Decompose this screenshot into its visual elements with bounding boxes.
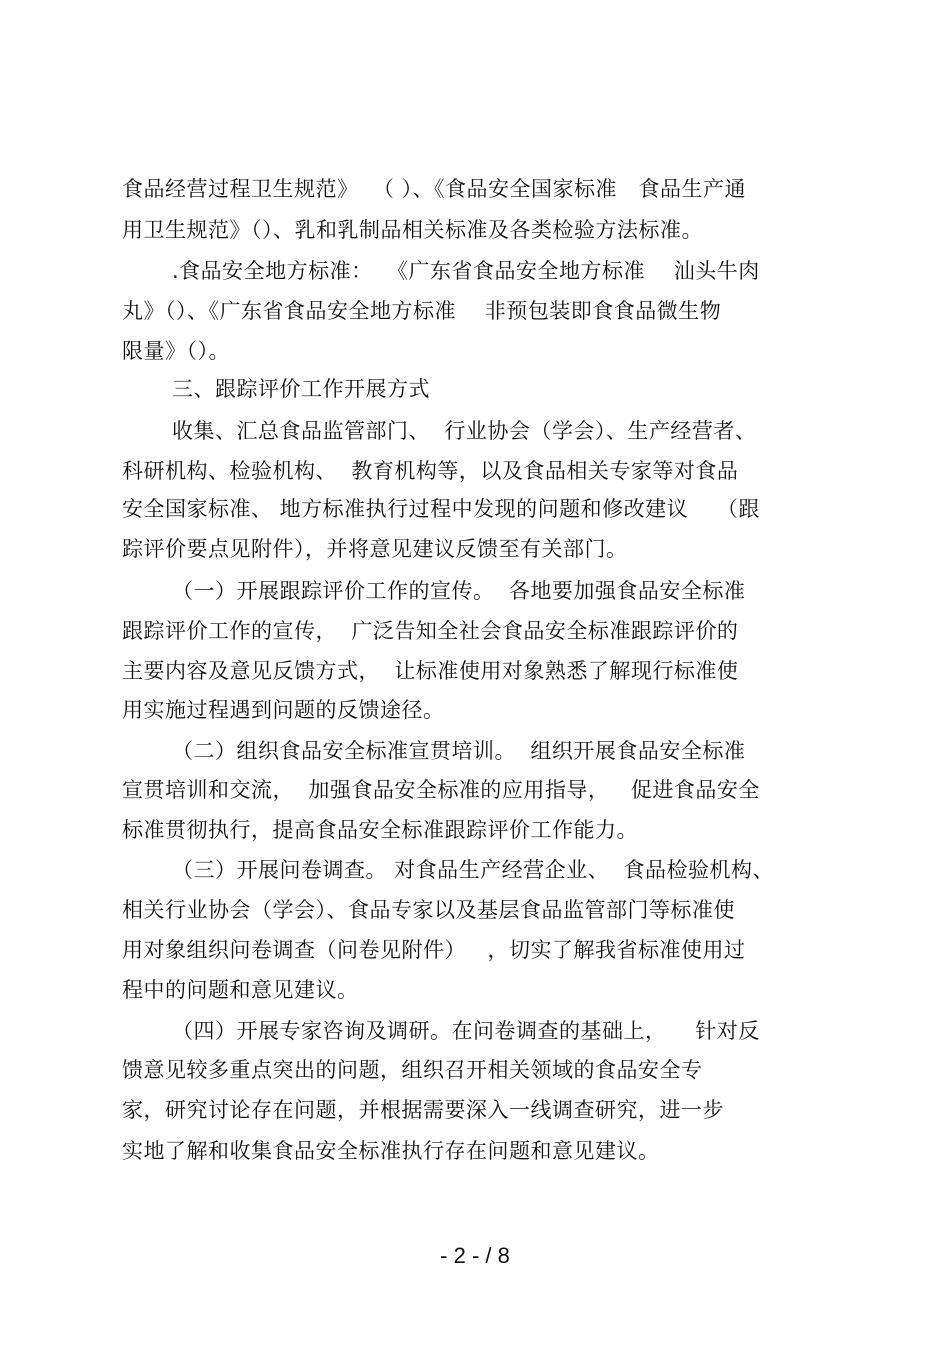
text-line: 馈意见较多重点突出的问题，组织召开相关领域的食品安全专: [122, 1058, 703, 1082]
text-line: 用对象组织问卷调查（问卷见附件） ，切实了解我省标准使用过: [122, 938, 746, 962]
text-line: 踪评价要点见附件），并将意见建议反馈至有关部门。: [122, 537, 628, 561]
text-line: 跟踪评价工作的宣传， 广泛告知全社会食品安全标准跟踪评价的: [122, 619, 739, 643]
text-line: 相关行业协会（学会）、食品专家以及基层食品监管部门等标准使: [122, 898, 735, 922]
text-line: 安全国家标准、 地方标准执行过程中发现的问题和修改建议 （跟: [122, 497, 760, 521]
text-line: （二）组织食品安全标准宣贯培训。 组织开展食品安全标准: [172, 739, 746, 763]
text-line: 用实施过程遇到问题的反馈途径。: [122, 698, 445, 722]
text-line: 家，研究讨论存在问题，并根据需要深入一线调查研究，进一步: [122, 1098, 724, 1122]
text-line: 实地了解和收集食品安全标准执行存在问题和意见建议。: [122, 1139, 660, 1163]
text-line: （四）开展专家咨询及调研。在问卷调查的基础上， 针对反: [172, 1019, 760, 1043]
text-line: 收集、汇总食品监管部门、 行业协会（学会）、生产经营者、: [172, 419, 757, 443]
page-number: - 2 - / 8: [440, 1243, 510, 1268]
text-line: （一）开展跟踪评价工作的宣传。 各地要加强食品安全标准: [172, 579, 746, 603]
text-line: 食品经营过程卫生规范》 （ ）、《食品安全国家标准 食品生产通: [122, 177, 747, 201]
text-line: 用卫生规范》（）、乳和乳制品相关标准及各类检验方法标准。: [122, 218, 703, 242]
text-line: 程中的问题和意见建议。: [122, 978, 359, 1002]
text-line: .食品安全地方标准： 《广东省食品安全地方标准 汕头牛肉: [172, 259, 760, 283]
text-line: 标准贯彻执行，提高食品安全标准跟踪评价工作能力。: [122, 818, 638, 842]
text-line: 宣贯培训和交流， 加强食品安全标准的应用指导， 促进食品安全: [122, 778, 760, 802]
section-heading: 三、跟踪评价工作开展方式: [172, 377, 430, 401]
text-line: 丸》（）、《广东省食品安全地方标准 非预包装即食食品微生物: [122, 299, 722, 323]
text-line: 限量》（）。: [122, 339, 230, 363]
text-line: 主要内容及意见反馈方式， 让标准使用对象熟悉了解现行标准使: [122, 659, 739, 683]
text-line: 科研机构、检验机构、 教育机构等，以及食品相关专家等对食品: [122, 459, 739, 483]
text-line: （三）开展问卷调查。 对食品生产经营企业、 食品检验机构、: [172, 858, 775, 882]
